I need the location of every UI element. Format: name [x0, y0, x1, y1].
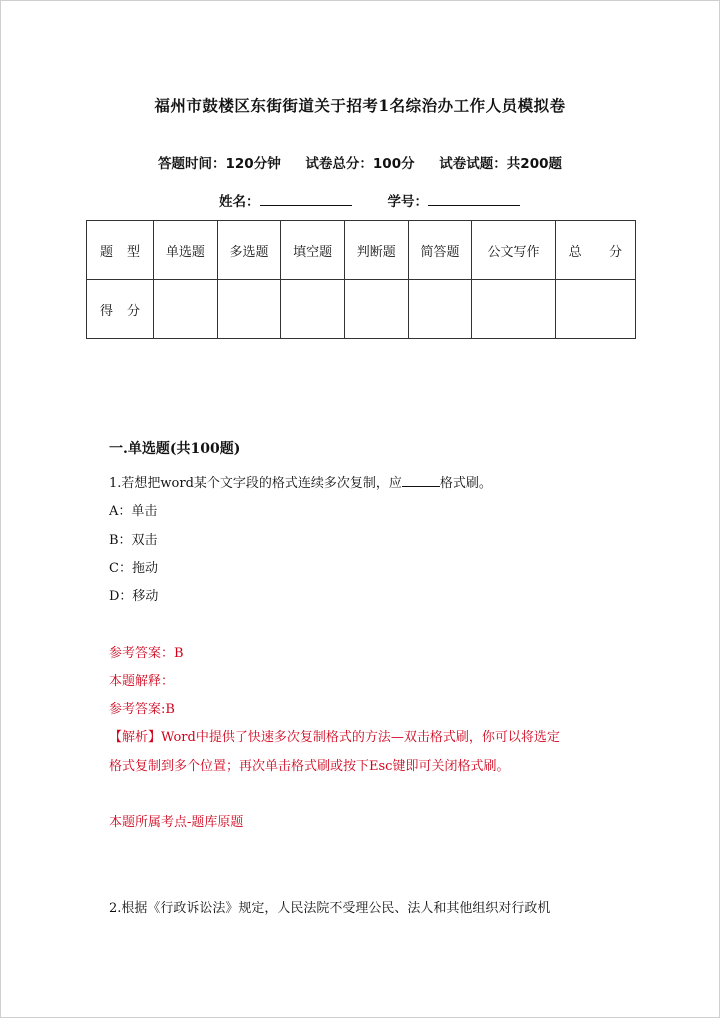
header-document-writing: 公文写作: [472, 221, 555, 280]
section-heading: 一.单选题(共100题): [109, 441, 241, 457]
score-cell[interactable]: [217, 280, 281, 339]
reference-answer-repeat: 参考答案:B: [109, 702, 175, 717]
name-label: 姓名：: [219, 194, 260, 210]
student-id-blank[interactable]: [428, 193, 520, 206]
option-a[interactable]: A：单击: [109, 504, 158, 519]
score-cell[interactable]: [281, 280, 345, 339]
option-b[interactable]: B：双击: [109, 533, 158, 548]
header-fill-blank: 填空题: [281, 221, 345, 280]
explanation-line-1: 【解析】Word中提供了快速多次复制格式的方法—双击格式刷，你可以将选定: [109, 730, 560, 745]
option-d[interactable]: D：移动: [109, 589, 159, 604]
score-table: [86, 220, 636, 339]
explanation-heading: 本题解释：: [109, 674, 175, 689]
exam-meta: [1, 152, 719, 172]
header-short-answer: 简答题: [408, 221, 472, 280]
score-cell[interactable]: [555, 280, 635, 339]
option-c[interactable]: C：拖动: [109, 561, 158, 576]
question-1-stem: 1.若想把word某个文字段的格式连续多次复制，应 格式刷。: [109, 476, 492, 491]
header-multiple-choice: 多选题: [217, 221, 281, 280]
explanation-line-2: 格式复制到多个位置；再次单击格式刷或按下Esc键即可关闭格式刷。: [109, 759, 510, 774]
student-info: [219, 190, 556, 210]
knowledge-point: 本题所属考点-题库原题: [109, 815, 244, 830]
score-cell[interactable]: [344, 280, 408, 339]
score-cell[interactable]: [154, 280, 218, 339]
exam-total-score: 试卷总分：100分: [305, 156, 415, 172]
score-cell[interactable]: [472, 280, 555, 339]
score-table-header-row: [87, 221, 636, 280]
question-type-label: 题 型: [87, 221, 154, 280]
score-label: 得 分: [87, 280, 154, 339]
exam-time: 答题时间：120分钟: [158, 156, 281, 172]
answer-blank: [402, 474, 440, 487]
student-id-label: 学号：: [387, 194, 428, 210]
name-blank[interactable]: [260, 193, 352, 206]
reference-answer: 参考答案：B: [109, 646, 184, 661]
score-table-score-row: [87, 280, 636, 339]
question-2-stem: 2.根据《行政诉讼法》规定，人民法院不受理公民、法人和其他组织对行政机: [109, 901, 551, 916]
score-cell[interactable]: [408, 280, 472, 339]
header-total: 总 分: [555, 221, 635, 280]
exam-question-count: 试卷试题：共200题: [439, 156, 562, 172]
header-true-false: 判断题: [344, 221, 408, 280]
exam-title: 福州市鼓楼区东街街道关于招考1名综治办工作人员模拟卷: [154, 96, 566, 115]
header-single-choice: 单选题: [154, 221, 218, 280]
